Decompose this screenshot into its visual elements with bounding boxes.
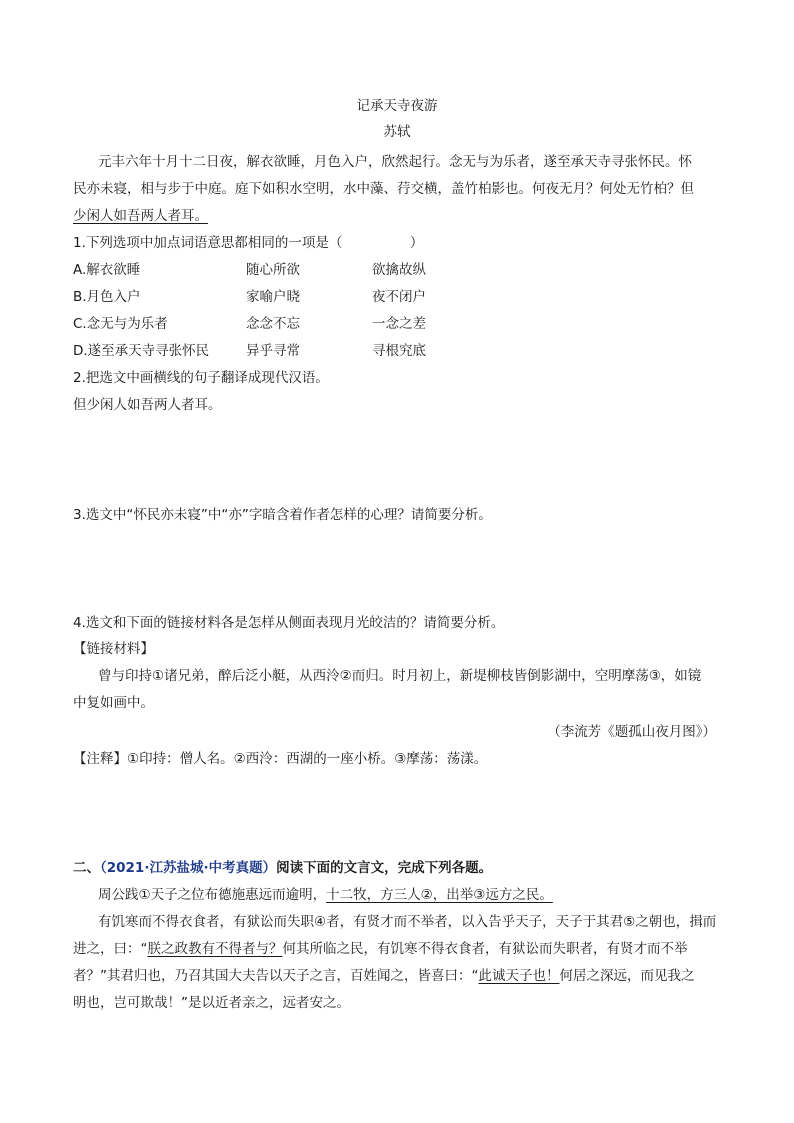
para2-line2-a: 进之，曰：“ (73, 941, 148, 957)
q1-stem: 1.下列选项中加点词语意思都相同的一项是（ ） (73, 235, 424, 251)
q1-option-a-word-2: 随心所欲 (246, 262, 300, 278)
link-material-line-1: 曾与印持①诸兄弟，醉后泛小艇，从西泠②而归。时月初上，新堤柳枝皆倒影湖中，空明摩荡③，如镜 (98, 668, 702, 684)
q1-option-d-word-3: 寻根究底 (372, 343, 426, 359)
link-material-line-2: 中复如画中。 (73, 695, 154, 711)
q4-stem: 4.选文和下面的链接材料各是怎样从侧面表现月光皎洁的？请简要分析。 (73, 615, 505, 631)
q2-stem: 2.把选文中画横线的句子翻译成现代汉语。 (73, 370, 329, 386)
q1-option-d-word-2: 异乎寻常 (246, 343, 300, 359)
section-2-instruction: 阅读下面的文言文，完成下列各题。 (276, 860, 493, 876)
para2-underlined-exclaim: 此诚天子也！ (478, 968, 560, 984)
q1-option-c-word-2: 念念不忘 (246, 316, 300, 332)
passage-underlined-sentence: 少闲人如吾两人者耳。 (73, 208, 208, 224)
q1-option-a-label: A.解衣欲睡 (73, 262, 141, 278)
q1-option-b-word-2: 家喻户晓 (246, 289, 300, 305)
section-2-paragraph-2-line-3 (73, 966, 695, 986)
q3-stem: 3.选文中“怀民亦未寝”中“亦”字暗含着作者怎样的心理？请简要分析。 (73, 507, 492, 523)
section-2-paragraph-2-line-1: 有饥寒而不得衣食者，有狱讼而失职④者，有贤才而不举者，以入告乎天子，天子于其君⑤之朝也，揖而 (98, 914, 717, 930)
section-2-paragraph-2-line-2 (73, 939, 688, 959)
passage-line-2: 民亦未寝，相与步于中庭。庭下如积水空明，水中藻、荇交横，盖竹柏影也。何夜无月？何处无竹柏？但 (73, 181, 694, 197)
para1-underlined: 十二牧，方三人②，出举③远方之民。 (326, 887, 553, 903)
para2-line3-a: 者？”其君归也，乃召其国大夫告以天子之言，百姓闻之，皆喜曰：“ (73, 968, 479, 984)
passage-title: 记承天寺夜游 (356, 98, 438, 114)
q1-option-c-word-3: 一念之差 (372, 316, 426, 332)
q2-sentence: 但少闲人如吾两人者耳。 (73, 397, 222, 413)
para2-line2-c: 何其所临之民，有饥寒不得衣食者，有狱讼而失职者，有贤才而不举 (282, 941, 688, 957)
q1-option-b-word-3: 夜不闭户 (372, 289, 426, 305)
para2-underlined-question: 朕之政教有不得者与？ (147, 941, 283, 957)
q1-option-b-label: B.月色入户 (73, 289, 141, 305)
section-2-paragraph-1 (98, 885, 553, 905)
para1-part-a: 周公践①天子之位布德施惠远而逾明， (98, 887, 327, 903)
link-material-label: 【链接材料】 (73, 641, 154, 657)
q1-option-c-label: C.念无与为乐者 (73, 316, 168, 332)
q1-option-d-label: D.遂至承天寺寻张怀民 (73, 343, 210, 359)
annotation-notes: 【注释】①印持：僧人名。②西泠：西湖的一座小桥。③摩荡：荡漾。 (73, 751, 488, 767)
link-material-source: （李流芳《题孤山夜月图》） (547, 724, 716, 740)
passage-author: 苏轼 (383, 124, 411, 140)
section-2-source: （2021·江苏盐城·中考真题） (100, 860, 277, 876)
section-2-heading (73, 858, 492, 878)
passage-line-1: 元丰六年十月十二日夜，解衣欲睡，月色入户，欣然起行。念无与为乐者，遂至承天寺寻张怀民。怀 (98, 154, 692, 170)
section-2-paragraph-2-line-4: 明也，岂可欺哉！”是以近者亲之，远者安之。 (73, 995, 350, 1011)
section-2-prefix: 二、 (73, 860, 100, 876)
para2-line3-c: 何居之深远，而见我之 (559, 968, 695, 984)
q1-option-a-word-3: 欲擒故纵 (372, 262, 426, 278)
